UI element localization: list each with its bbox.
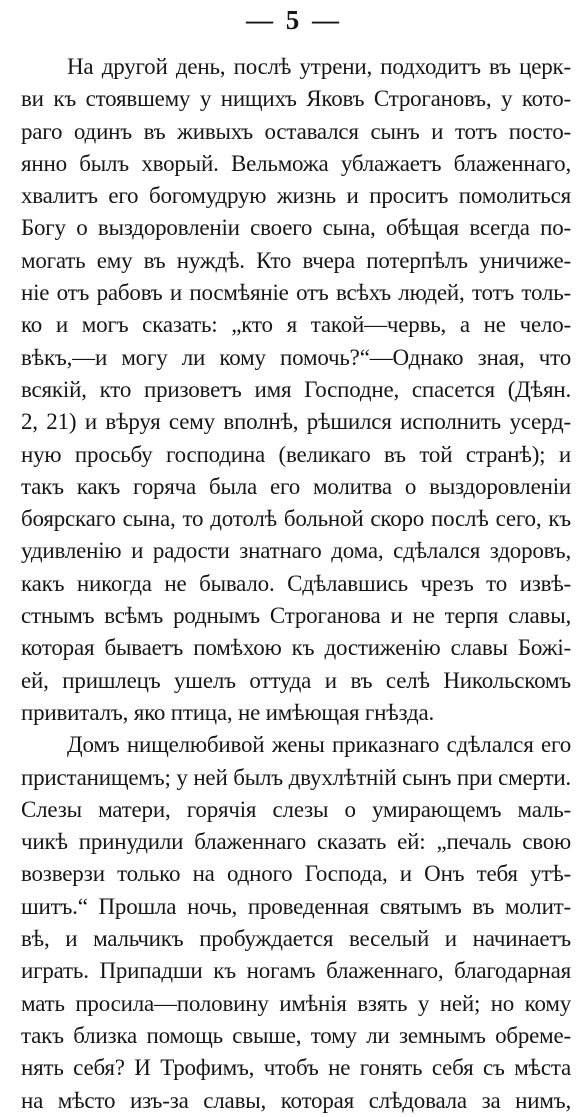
text-line: ей, пришлецъ ушелъ оттуда и въ селѣ Никольскомъ <box>21 667 571 693</box>
text-line: Слезы матери, горячія слезы о умирающемъ маль- <box>21 796 571 822</box>
text-line: стнымъ всѣмъ роднымъ Строганова и не терпя славы, <box>21 603 571 629</box>
text-line: вѣ, и мальчикъ пробуждается веселый и начинаетъ <box>21 926 571 952</box>
text-line: какъ никогда не бывало. Сдѣлавшись чрезъ то извѣ- <box>21 570 571 596</box>
paragraph-2 <box>21 729 571 1117</box>
text-line: боярскаго сына, то дотолѣ больной скоро послѣ сего, къ <box>21 506 571 532</box>
text-line: возверзи только на одного Господа, и Онъ тебя утѣ- <box>21 861 571 887</box>
text-line: ко и могъ сказать: „кто я такой—червь, а не чело- <box>21 312 571 338</box>
text-line: могать ему въ нуждѣ. Кто вчера потерпѣлъ уничиже- <box>21 247 571 273</box>
text-line: удивленію и радости знатнаго дома, сдѣлался здоровъ, <box>21 538 571 564</box>
text-line: хвалитъ его богомудрую жизнь и проситъ помолиться <box>21 183 571 209</box>
text-line: которая бываетъ помѣхою къ достиженію славы Божі- <box>21 635 571 661</box>
text-line: пристанищемъ; у ней былъ двухлѣтній сынъ при смерти. <box>21 764 571 790</box>
text-line: янно былъ хворый. Вельможа ублажаетъ блаженнаго, <box>21 150 571 176</box>
text-line: раго одинъ въ живыхъ оставался сынъ и тотъ посто- <box>21 118 571 144</box>
text-line: мать просила—половину имѣнія взять у ней; но кому <box>21 990 571 1016</box>
text-line: привиталъ, яко птица, не имѣющая гнѣзда. <box>21 699 435 725</box>
text-line: ви къ стоявшему у нищихъ Яковъ Строгановъ, у кото- <box>21 86 571 112</box>
text-line: шитъ.“ Прошла ночь, проведенная святымъ въ молит- <box>21 893 571 919</box>
text-line: нять себя? И Трофимъ, чтобъ не гонять себя съ мѣста <box>21 1055 571 1081</box>
text-line: 2, 21) и вѣруя сему вполнѣ, рѣшился исполнить усерд- <box>21 409 571 435</box>
text-line: Богу о выздоровленіи своего сына, обѣщая всегда по- <box>21 215 571 241</box>
text-line: вѣкъ,—и могу ли кому помочь?“—Однако зная, что <box>21 344 571 370</box>
body-text <box>21 51 571 1117</box>
text-line: Домъ нищелюбивой жены приказнаго сдѣлался его <box>67 732 571 758</box>
text-line: чикѣ принудили блаженнаго сказать ей: „печаль свою <box>21 829 571 855</box>
text-line: ную просьбу господина (великаго въ той странѣ); и <box>21 441 571 467</box>
text-line: играть. Припадши къ ногамъ блаженнаго, благодарная <box>21 958 571 984</box>
text-line: такъ какъ горяча была его молитва о выздоровленіи <box>21 473 571 499</box>
text-line: такъ близка помощь свыше, тому ли земнымъ обреме- <box>21 1022 571 1048</box>
text-line: на мѣсто изъ-за славы, которая слѣдовала за нимъ, <box>21 1087 571 1113</box>
text-line: всякій, кто призоветъ имя Господне, спасется (Дѣян. <box>21 376 571 402</box>
paragraph-1 <box>21 51 571 729</box>
text-line: На другой день, послѣ утрени, подходитъ въ церк- <box>67 54 571 79</box>
text-line: ніе отъ рабовъ и посмѣяніе отъ всѣхъ людей, тотъ толь- <box>21 280 571 306</box>
page-number: — 5 — <box>246 5 342 35</box>
